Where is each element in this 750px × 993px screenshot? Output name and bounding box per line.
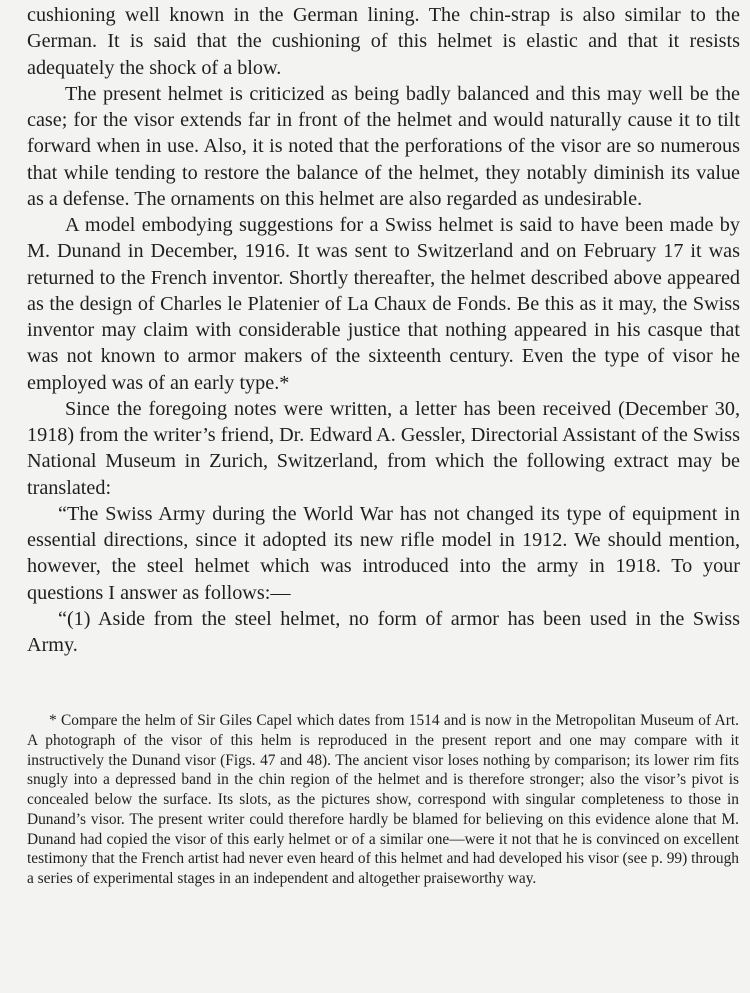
paragraph-balance-criticism: The present helmet is criticized as being badly balanced and this may well be the case; for the visor extends far in front of the helmet and would naturally cause it to tilt forward when in use. Also, it is noted that the perforations of the visor are so numerous that while tending to restore the balance of the helmet, they notably diminish its value as a defense. The ornaments on this helmet are also regarded as undesirable. (27, 82, 740, 210)
footnote (27, 711, 739, 889)
paragraph-dunand-model: A model embodying suggestions for a Swiss helmet is said to have been made by M. Dunand in December, 1916. It was sent to Switzerland and on February 17 it was returned to the French inventor. Shortly thereafter, the helmet described above appeared as the design of Charles le Platenier of La Chaux de Fonds. Be this as it may, the Swiss inventor may claim with considerable justice that nothing appeared in his casque that was not known to armor makers of the sixteenth century. Even the type of visor he employed was of an early type.* (27, 214, 740, 394)
body-text (27, 0, 740, 658)
paragraph-gessler-letter: Since the foregoing notes were written, a letter has been received (December 30, 1918) from the writer’s friend, Dr. Edward A. Gessler, Directorial Assistant of the Swiss National Museum in Zurich, Switzerland, from which the following extract may be translated: (27, 397, 740, 499)
footnote-text: * Compare the helm of Sir Giles Capel which dates from 1514 and is now in the Metropolitan Museum of Art. A photograph of the visor of this helm is reproduced in the present report and one may compare with it instructively the Dunand visor (Figs. 47 and 48). The ancient visor loses nothing by comparison; its lower rim fits snugly into a depressed band in the chin region of the helmet and is therefore stronger; also the visor’s pivot is concealed below the surface. Its slots, as the pictures show, correspond with singular completeness to those in Dunand’s visor. The present writer could therefore hardly be blamed for believing on this evidence alone that M. Dunand had copied the visor of this early helmet or of a similar one—were it not that he is convinced on excellent testimony that the French artist had never even heard of this helmet and had developed his visor (see p. 99) through a series of experimental stages in an independent and altogether praiseworthy way. (27, 712, 739, 887)
paragraph-cushioning: cushioning well known in the German lining. The chin-strap is also similar to the German. It is said that the cushioning of this helmet is elastic and that it resists adequately the shock of a blow. (27, 4, 740, 79)
paragraph-quote-swiss-army: “The Swiss Army during the World War has not changed its type of equipment in essential directions, since it adopted its new rifle model in 1912. We should mention, however, the steel helmet which was introduced into the army in 1918. To your questions I answer as follows:— (27, 502, 740, 604)
paragraph-quote-item-1: “(1) Aside from the steel helmet, no form of armor has been used in the Swiss Army. (27, 607, 740, 656)
